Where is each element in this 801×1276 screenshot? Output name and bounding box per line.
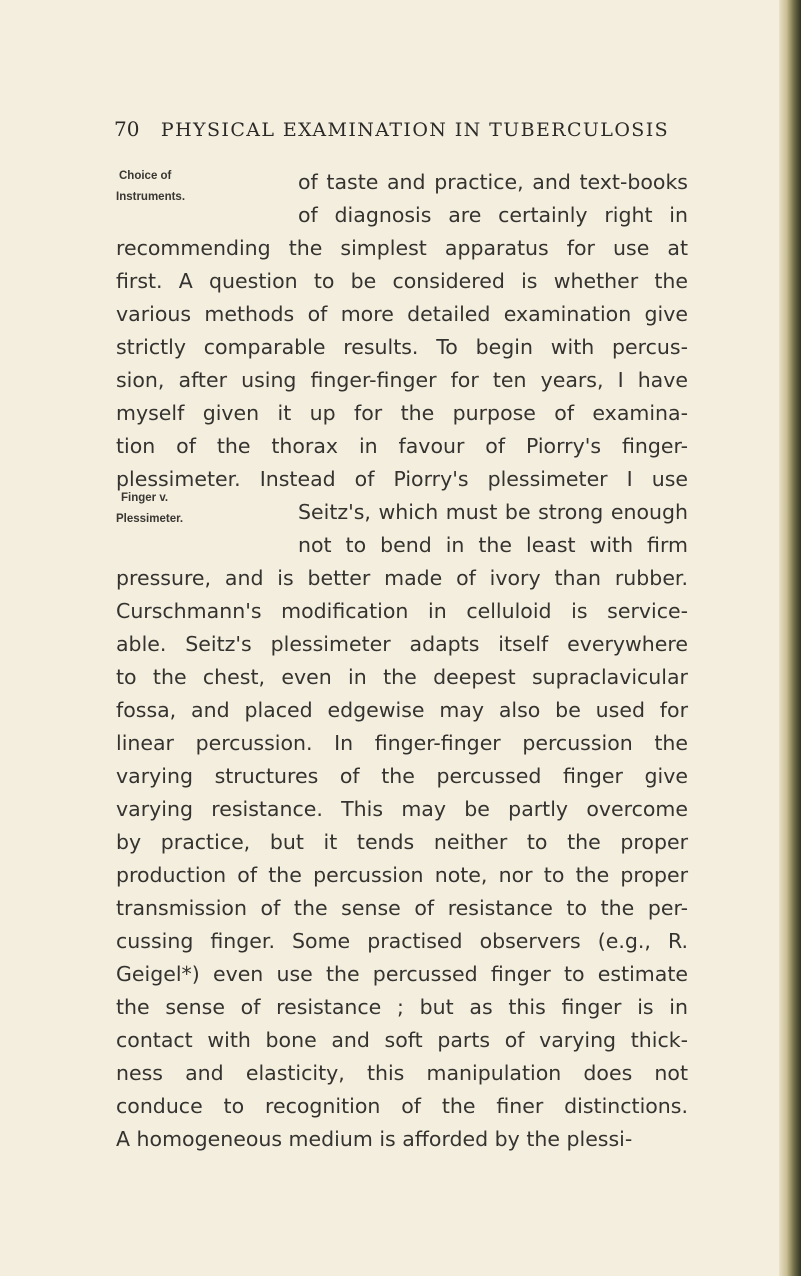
- body-line: by practice, but it tends neither to the proper: [116, 830, 688, 854]
- page-header: [114, 117, 669, 141]
- body-line: various methods of more detailed examination give: [116, 302, 688, 326]
- running-title: PHYSICAL EXAMINATION IN TUBERCULOSIS: [160, 119, 670, 141]
- body-line: strictly comparable results. To begin with percus-: [116, 335, 688, 359]
- body-line: tion of the thorax in favour of Piorry's finger-: [116, 434, 688, 458]
- body-line: first. A question to be considered is whether the: [116, 269, 688, 293]
- body-line: recommending the simplest apparatus for use at: [116, 236, 688, 260]
- body-line: fossa, and placed edgewise may also be used for: [116, 698, 688, 722]
- body-line: Geigel*) even use the percussed finger to estimate: [116, 962, 688, 986]
- body-line: ness and elasticity, this manipulation does not: [116, 1061, 688, 1085]
- body-line: able. Seitz's plessimeter adapts itself everywhere: [116, 632, 688, 656]
- body-line: varying resistance. This may be partly overcome: [116, 797, 688, 821]
- body-line: plessimeter. Instead of Piorry's plessimeter I use: [116, 467, 688, 491]
- body-line: pressure, and is better made of ivory than rubber.: [116, 566, 688, 590]
- body-line: to the chest, even in the deepest supraclavicular: [116, 665, 688, 689]
- margin-note-choice-of-instruments: [116, 166, 202, 209]
- body-line: A homogeneous medium is afforded by the plessi-: [116, 1127, 633, 1151]
- body-line: not to bend in the least with firm: [298, 533, 688, 557]
- body-line: sion, after using finger-finger for ten years, I have: [116, 368, 688, 392]
- margin-note-line: Instruments.: [116, 191, 186, 204]
- body-line: production of the percussion note, nor to the proper: [116, 863, 688, 887]
- margin-note-line: Finger v.: [121, 492, 169, 504]
- margin-note-line: Plessimeter.: [116, 513, 184, 526]
- body-line: varying structures of the percussed finger give: [116, 764, 688, 788]
- body-line: myself given it up for the purpose of examina-: [116, 401, 688, 425]
- body-line: of taste and practice, and text-books: [298, 170, 688, 194]
- body-line: Seitz's, which must be strong enough: [298, 500, 688, 524]
- body-line: the sense of resistance ; but as this finger is in: [116, 995, 688, 1019]
- body-line: contact with bone and soft parts of varying thick-: [116, 1028, 688, 1052]
- body-line: transmission of the sense of resistance to the per-: [116, 896, 688, 920]
- body-line: linear percussion. In finger-finger percussion the: [116, 731, 688, 755]
- book-spine-edge: [779, 0, 801, 1276]
- body-line: cussing finger. Some practised observers (e.g., R.: [116, 929, 688, 953]
- body-line: Curschmann's modification in celluloid is service-: [116, 599, 688, 623]
- margin-note-finger-v-plessimeter: [116, 488, 202, 531]
- body-line: conduce to recognition of the finer distinctions.: [116, 1094, 688, 1118]
- page-number: 70: [114, 117, 140, 141]
- margin-note-line: Choice of: [119, 170, 172, 182]
- body-line: of diagnosis are certainly right in: [298, 203, 688, 227]
